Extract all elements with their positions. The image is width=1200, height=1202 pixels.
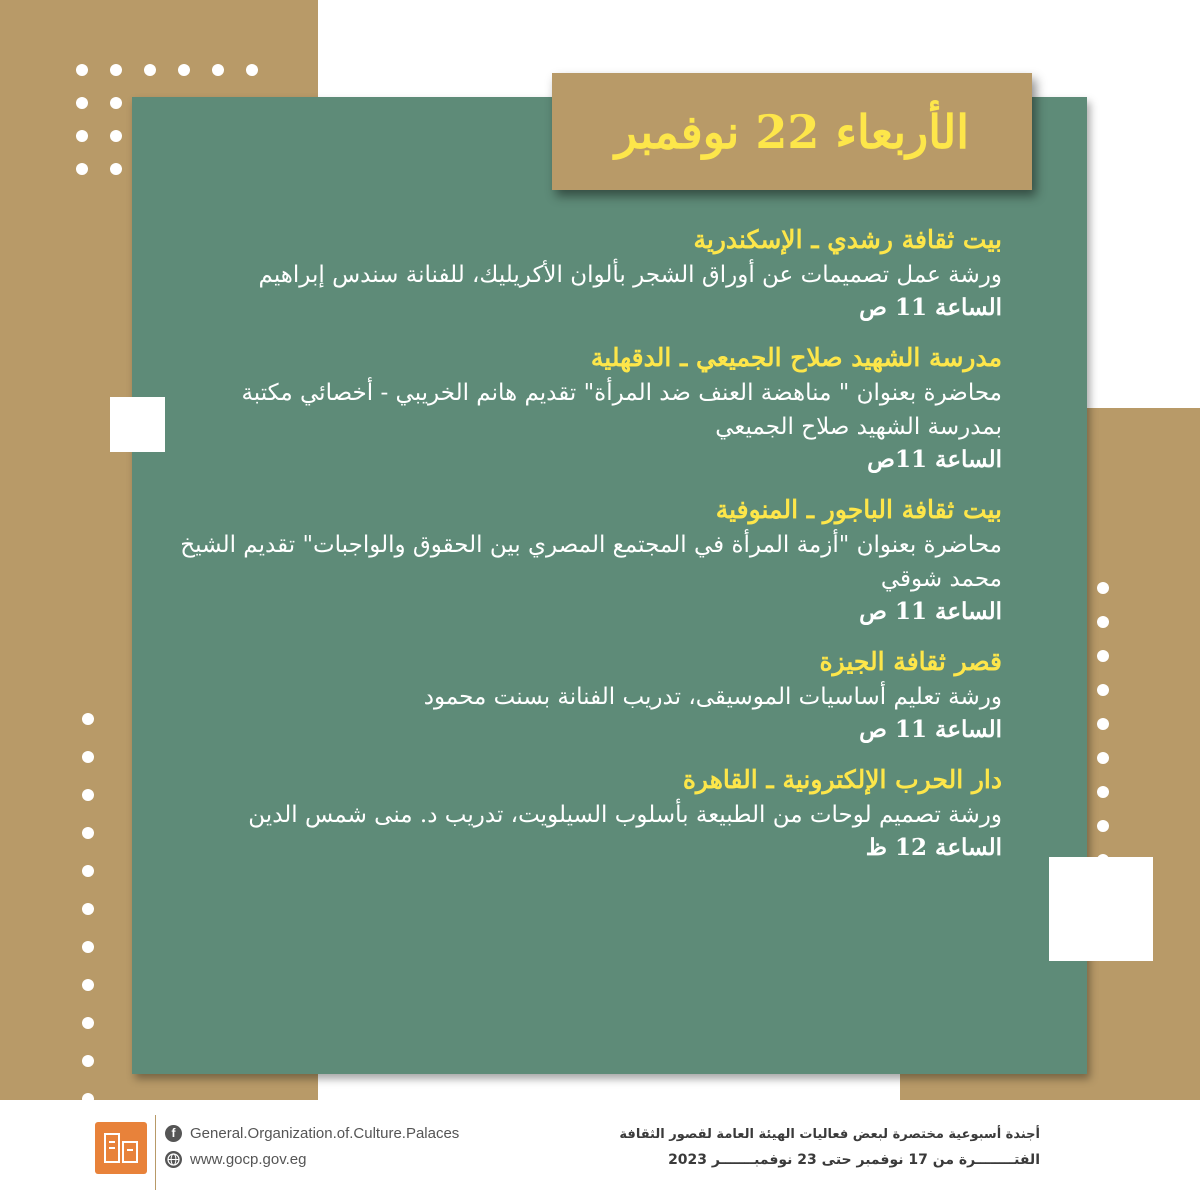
event-time: الساعة 11 ص <box>859 294 1002 321</box>
footer-social-links <box>165 1120 459 1172</box>
event-venue: بيت ثقافة رشدي ـ الإسكندرية <box>693 225 1002 254</box>
decorative-square-left <box>110 397 165 452</box>
event-time: الساعة 12 ظ <box>865 834 1002 861</box>
date-banner <box>552 73 1032 190</box>
event-venue: دار الحرب الإلكترونية ـ القاهرة <box>682 765 1002 794</box>
footer-agenda-info <box>619 1124 1040 1174</box>
event-item <box>180 492 1002 628</box>
event-venue: قصر ثقافة الجيزة <box>819 647 1002 676</box>
event-venue: مدرسة الشهيد صلاح الجميعي ـ الدقهلية <box>590 343 1002 372</box>
agenda-description: أجندة أسبوعية مختصرة لبعض فعاليات الهيئة العامة لقصور الثقافة <box>619 1127 1040 1142</box>
event-time: الساعة 11 ص <box>859 598 1002 625</box>
event-venue: بيت ثقافة الباجور ـ المنوفية <box>715 495 1002 524</box>
event-description: ورشة تصميم لوحات من الطبيعة بأسلوب السيلويت، تدريب د. منى شمس الدين <box>248 802 1002 828</box>
facebook-link[interactable] <box>165 1120 459 1146</box>
website-url: www.gocp.gov.eg <box>190 1150 307 1168</box>
facebook-icon: f <box>165 1125 182 1142</box>
event-description: ورشة تعليم أساسيات الموسيقى، تدريب الفنانة بسنت محمود <box>423 684 1002 710</box>
event-time: الساعة 11ص <box>867 446 1002 473</box>
organization-logo <box>95 1122 147 1174</box>
event-description: محاضرة بعنوان "أزمة المرأة في المجتمع المصري بين الحقوق والواجبات" تقديم الشيخ محمد شوقي <box>180 532 1002 592</box>
agenda-period: الفتــــــــرة من 17 نوفمبر حتى 23 نوفمبـــــــر 2023 <box>668 1152 1040 1168</box>
decorative-square-right <box>1049 857 1153 961</box>
logo-mark-icon <box>101 1128 141 1168</box>
event-item <box>180 340 1002 476</box>
event-item <box>180 222 1002 324</box>
globe-icon <box>165 1151 182 1168</box>
event-item <box>180 762 1002 864</box>
footer-divider <box>155 1115 156 1190</box>
events-list <box>180 222 1002 880</box>
event-time: الساعة 11 ص <box>859 716 1002 743</box>
page-title: الأربعاء 22 نوفمبر <box>614 104 970 159</box>
facebook-page-name: General.Organization.of.Culture.Palaces <box>190 1124 460 1142</box>
event-item <box>180 644 1002 746</box>
decorative-dots-left <box>82 713 94 1105</box>
event-description: محاضرة بعنوان " مناهضة العنف ضد المرأة" تقديم هانم الخريبي - أخصائي مكتبة بمدرسة الشهيد صلاح الجميعي <box>241 380 1002 440</box>
event-description: ورشة عمل تصميمات عن أوراق الشجر بألوان الأكريليك، للفنانة سندس إبراهيم <box>258 262 1002 288</box>
website-link[interactable] <box>165 1146 459 1172</box>
